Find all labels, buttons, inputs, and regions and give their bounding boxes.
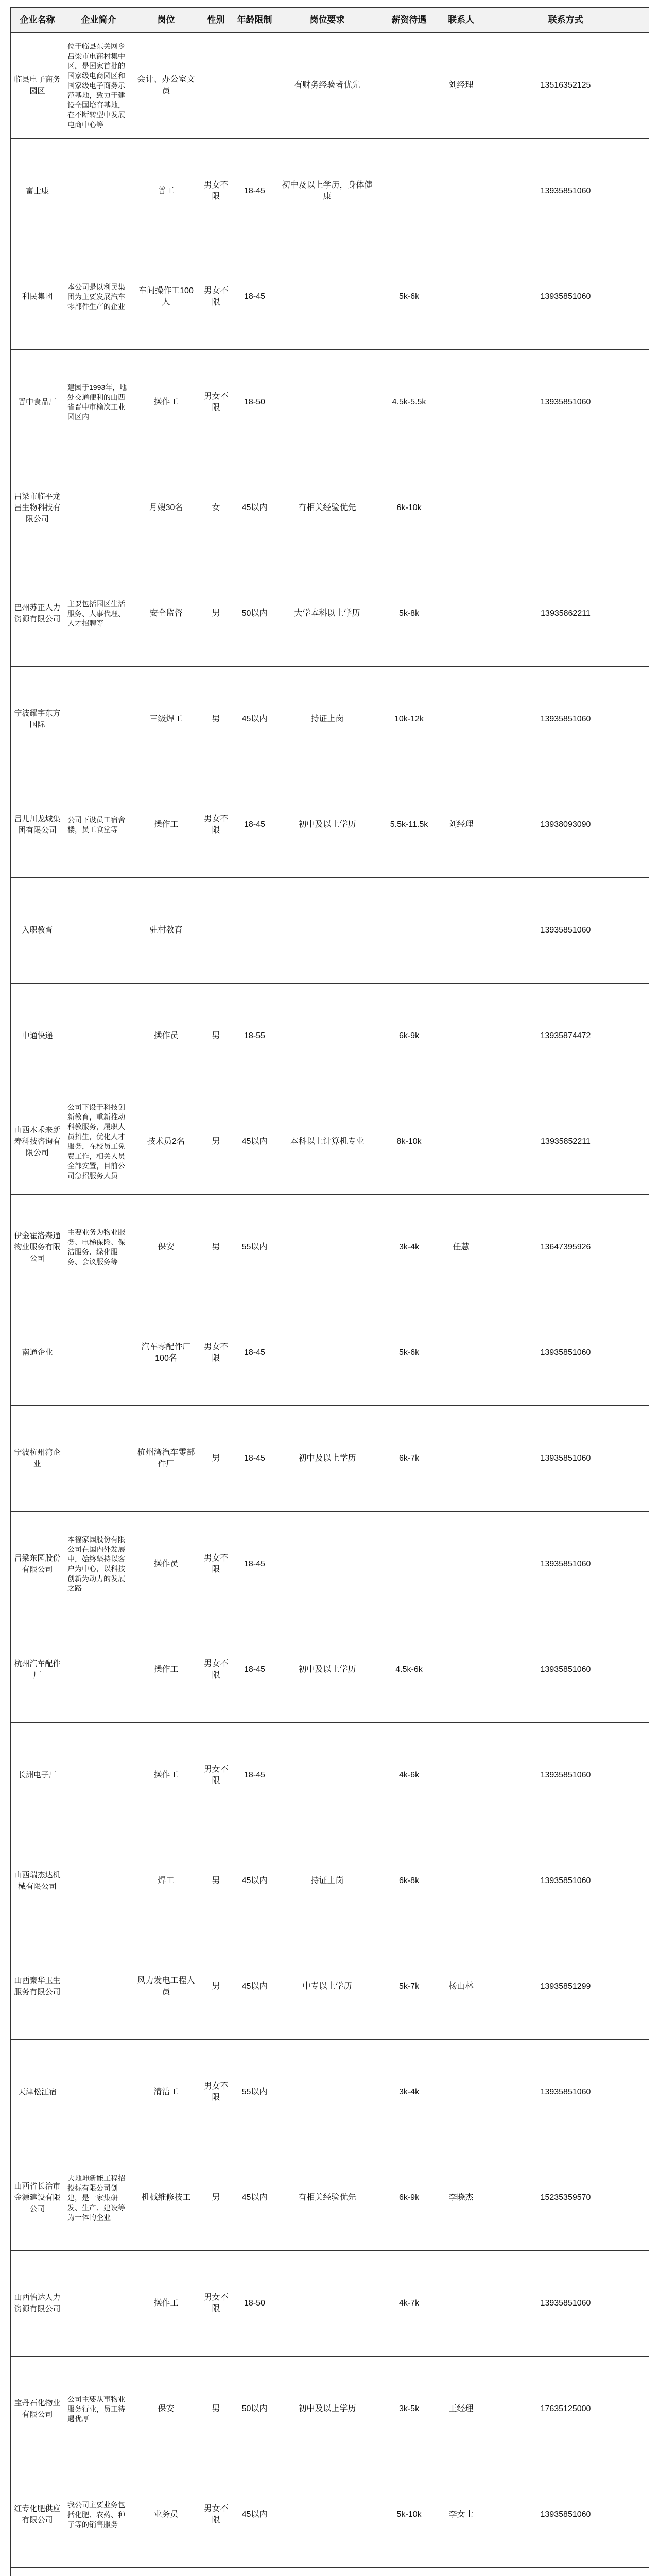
contact-cell xyxy=(440,984,482,1089)
intro-cell: 我公司主要业务包括化肥、农药、种子等的销售服务 xyxy=(64,2462,133,2568)
gender-cell: 男女不限 xyxy=(199,1723,233,1828)
requirement-cell xyxy=(276,2462,378,2568)
requirement-cell: 有相关经验优先 xyxy=(276,455,378,561)
salary-cell xyxy=(378,1512,440,1617)
salary-cell xyxy=(378,878,440,984)
table-body xyxy=(11,33,649,2576)
header-requirement: 岗位要求 xyxy=(276,8,378,33)
job-cell: 驻村教育 xyxy=(133,878,199,984)
header-age: 年龄限制 xyxy=(233,8,276,33)
phone-cell: 13935851060 xyxy=(482,1300,649,1406)
age-cell: 45以内 xyxy=(233,455,276,561)
gender-cell: 男女不限 xyxy=(199,2040,233,2145)
salary-cell: 6k-9k xyxy=(378,2145,440,2251)
table-row xyxy=(11,2357,649,2462)
company-cell: 山西省长治市金源建设有限公司 xyxy=(11,2145,64,2251)
gender-cell: 男女不限 xyxy=(199,772,233,878)
requirement-cell xyxy=(276,2040,378,2145)
phone-cell: 13647395926 xyxy=(482,1195,649,1300)
age-cell: 18-50 xyxy=(233,350,276,455)
phone-cell: 13935851060 xyxy=(482,244,649,350)
salary-cell: 3k-4k xyxy=(378,1195,440,1300)
table-row xyxy=(11,455,649,561)
salary-cell: 3k-5k xyxy=(378,2357,440,2462)
job-cell: 业务员 xyxy=(133,2462,199,2568)
contact-cell: 任慧 xyxy=(440,1195,482,1300)
requirement-cell xyxy=(276,2251,378,2357)
phone-cell: 13935852211 xyxy=(482,1089,649,1195)
salary-cell xyxy=(378,2568,440,2576)
gender-cell xyxy=(199,878,233,984)
phone-cell xyxy=(482,2568,649,2576)
company-cell: 天津松江宿 xyxy=(11,2040,64,2145)
gender-cell xyxy=(199,33,233,139)
intro-cell: 大地坤新能工程招投标有限公司创建，是一家集研发、生产、建设等为一体的企业 xyxy=(64,2145,133,2251)
phone-cell: 13516352125 xyxy=(482,33,649,139)
contact-cell xyxy=(440,667,482,772)
requirement-cell: 中专以上学历 xyxy=(276,1934,378,2040)
table-row xyxy=(11,772,649,878)
age-cell: 18-45 xyxy=(233,244,276,350)
company-cell: 山西木禾来新寿科技咨询有限公司 xyxy=(11,1089,64,1195)
contact-cell xyxy=(440,244,482,350)
table-row xyxy=(11,984,649,1089)
header-phone: 联系方式 xyxy=(482,8,649,33)
job-cell: 月嫂30名 xyxy=(133,455,199,561)
intro-cell: 公司下设员工宿舍楼，员工食堂等 xyxy=(64,772,133,878)
age-cell: 50以内 xyxy=(233,561,276,667)
salary-cell: 10k-12k xyxy=(378,667,440,772)
company-cell: 南通企业 xyxy=(11,1300,64,1406)
salary-cell: 5k-10k xyxy=(378,2462,440,2568)
table-row xyxy=(11,2251,649,2357)
phone-cell: 13935851060 xyxy=(482,2040,649,2145)
salary-cell: 5k-6k xyxy=(378,244,440,350)
salary-cell xyxy=(378,33,440,139)
company-cell: 宁波耀宇东方国际 xyxy=(11,667,64,772)
job-cell: 操作员 xyxy=(133,1512,199,1617)
phone-cell: 17635125000 xyxy=(482,2357,649,2462)
header-salary: 薪资待遇 xyxy=(378,8,440,33)
job-cell: 风力发电工程人员 xyxy=(133,1934,199,2040)
contact-cell xyxy=(440,2568,482,2576)
gender-cell: 男 xyxy=(199,1089,233,1195)
intro-cell: 本福家园股份有限公司在国内外发展中，始终坚持以客户为中心，以科技创新为动力的发展之路 xyxy=(64,1512,133,1617)
gender-cell: 男女不限 xyxy=(199,350,233,455)
table-row xyxy=(11,2040,649,2145)
phone-cell xyxy=(482,455,649,561)
job-cell: 清洁工 xyxy=(133,2040,199,2145)
age-cell xyxy=(233,878,276,984)
phone-cell: 13935851060 xyxy=(482,2251,649,2357)
company-cell: 吕儿川龙城集团有限公司 xyxy=(11,772,64,878)
intro-cell xyxy=(64,667,133,772)
table-row xyxy=(11,33,649,139)
contact-cell xyxy=(440,139,482,244)
job-cell: 操作工 xyxy=(133,1617,199,1723)
job-cell: 操作工 xyxy=(133,1723,199,1828)
intro-cell xyxy=(64,1934,133,2040)
gender-cell: 男 xyxy=(199,561,233,667)
age-cell: 55以内 xyxy=(233,1195,276,1300)
age-cell: 18-45 xyxy=(233,1300,276,1406)
requirement-cell xyxy=(276,1512,378,1617)
phone-cell: 13935851060 xyxy=(482,350,649,455)
gender-cell: 男 xyxy=(199,1195,233,1300)
salary-cell xyxy=(378,139,440,244)
gender-cell: 男 xyxy=(199,984,233,1089)
requirement-cell xyxy=(276,984,378,1089)
company-cell xyxy=(11,2568,64,2576)
requirement-cell: 初中及以上学历 xyxy=(276,2357,378,2462)
age-cell: 45以内 xyxy=(233,2462,276,2568)
age-cell: 18-45 xyxy=(233,139,276,244)
table-row xyxy=(11,2145,649,2251)
company-cell: 长洲电子厂 xyxy=(11,1723,64,1828)
table-row xyxy=(11,1300,649,1406)
contact-cell xyxy=(440,1617,482,1723)
requirement-cell xyxy=(276,1195,378,1300)
job-cell: 车间操作工100人 xyxy=(133,244,199,350)
contact-cell xyxy=(440,455,482,561)
company-cell: 利民集团 xyxy=(11,244,64,350)
intro-cell xyxy=(64,2568,133,2576)
gender-cell: 男女不限 xyxy=(199,2462,233,2568)
phone-cell: 13938093090 xyxy=(482,772,649,878)
salary-cell: 4.5k-5.5k xyxy=(378,350,440,455)
gender-cell: 男女不限 xyxy=(199,1512,233,1617)
contact-cell: 刘经理 xyxy=(440,772,482,878)
intro-cell: 位于临县东关网乡吕梁市电商村集中区，是国家首批的国家级电商园区和国家级电子商务示范基地，致力于建设全国培育基地，在不断转型中发展电商中心等 xyxy=(64,33,133,139)
contact-cell: 李女士 xyxy=(440,2462,482,2568)
company-cell: 红专化肥供应有限公司 xyxy=(11,2462,64,2568)
age-cell: 18-55 xyxy=(233,984,276,1089)
requirement-cell xyxy=(276,878,378,984)
requirement-cell: 初中及以上学历，身体健康 xyxy=(276,139,378,244)
salary-cell: 5k-6k xyxy=(378,1300,440,1406)
age-cell: 18-45 xyxy=(233,1406,276,1512)
gender-cell: 男 xyxy=(199,667,233,772)
age-cell: 55以内 xyxy=(233,2040,276,2145)
header-contact: 联系人 xyxy=(440,8,482,33)
requirement-cell: 初中及以上学历 xyxy=(276,772,378,878)
gender-cell: 男女不限 xyxy=(199,2251,233,2357)
contact-cell: 杨山林 xyxy=(440,1934,482,2040)
table-row xyxy=(11,1723,649,1828)
intro-cell xyxy=(64,1828,133,1934)
salary-cell: 5.5k-11.5k xyxy=(378,772,440,878)
company-cell: 宝丹石化物业有限公司 xyxy=(11,2357,64,2462)
requirement-cell: 持证上岗 xyxy=(276,1828,378,1934)
company-cell: 山西怡达人力资源有限公司 xyxy=(11,2251,64,2357)
contact-cell: 王经理 xyxy=(440,2357,482,2462)
table-row xyxy=(11,2462,649,2568)
gender-cell: 男 xyxy=(199,2145,233,2251)
contact-cell xyxy=(440,1828,482,1934)
intro-cell xyxy=(64,1617,133,1723)
salary-cell: 4k-7k xyxy=(378,2251,440,2357)
age-cell xyxy=(233,33,276,139)
age-cell xyxy=(233,2568,276,2576)
intro-cell: 公司主要从事物业服务行业，员工待遇优厚 xyxy=(64,2357,133,2462)
company-cell: 巴州苏正人力资源有限公司 xyxy=(11,561,64,667)
age-cell: 18-50 xyxy=(233,2251,276,2357)
intro-cell xyxy=(64,1723,133,1828)
requirement-cell: 本科以上计算机专业 xyxy=(276,1089,378,1195)
table-row xyxy=(11,244,649,350)
header-job: 岗位 xyxy=(133,8,199,33)
job-cell: 汽车零配件厂100名 xyxy=(133,1300,199,1406)
contact-cell xyxy=(440,2040,482,2145)
job-cell: 保安 xyxy=(133,2357,199,2462)
company-cell: 吕梁市临平龙昌生物科技有限公司 xyxy=(11,455,64,561)
intro-cell xyxy=(64,139,133,244)
intro-cell xyxy=(64,2040,133,2145)
salary-cell: 8k-10k xyxy=(378,1089,440,1195)
job-cell: 会计、办公室文员 xyxy=(133,33,199,139)
salary-cell: 6k-9k xyxy=(378,984,440,1089)
intro-cell xyxy=(64,878,133,984)
table-row xyxy=(11,139,649,244)
header-company: 企业名称 xyxy=(11,8,64,33)
contact-cell xyxy=(440,2251,482,2357)
age-cell: 45以内 xyxy=(233,1828,276,1934)
contact-cell xyxy=(440,878,482,984)
gender-cell: 男 xyxy=(199,1934,233,2040)
table-row xyxy=(11,350,649,455)
job-cell: 普工 xyxy=(133,139,199,244)
job-cell xyxy=(133,2568,199,2576)
company-cell: 富士康 xyxy=(11,139,64,244)
gender-cell: 女 xyxy=(199,455,233,561)
job-cell: 机械维修技工 xyxy=(133,2145,199,2251)
phone-cell: 13935851060 xyxy=(482,878,649,984)
contact-cell xyxy=(440,350,482,455)
contact-cell xyxy=(440,1512,482,1617)
company-cell: 山西瑞杰达机械有限公司 xyxy=(11,1828,64,1934)
intro-cell xyxy=(64,984,133,1089)
contact-cell xyxy=(440,1300,482,1406)
table-row xyxy=(11,561,649,667)
intro-cell: 本公司是以利民集团为主要发展汽车零部件生产的企业 xyxy=(64,244,133,350)
company-cell: 山西秦华卫生服务有限公司 xyxy=(11,1934,64,2040)
phone-cell: 13935851060 xyxy=(482,1617,649,1723)
salary-cell: 4.5k-6k xyxy=(378,1617,440,1723)
age-cell: 45以内 xyxy=(233,1089,276,1195)
salary-cell: 6k-10k xyxy=(378,455,440,561)
requirement-cell: 有相关经验优先 xyxy=(276,2145,378,2251)
gender-cell: 男 xyxy=(199,1406,233,1512)
table-header-row xyxy=(11,8,649,33)
age-cell: 18-45 xyxy=(233,1512,276,1617)
gender-cell: 男女不限 xyxy=(199,139,233,244)
age-cell: 18-45 xyxy=(233,772,276,878)
job-cell: 安全监督 xyxy=(133,561,199,667)
company-cell: 中通快递 xyxy=(11,984,64,1089)
age-cell: 45以内 xyxy=(233,1934,276,2040)
job-cell: 技术员2名 xyxy=(133,1089,199,1195)
gender-cell: 男女不限 xyxy=(199,1300,233,1406)
table-row xyxy=(11,667,649,772)
intro-cell xyxy=(64,455,133,561)
table-row xyxy=(11,878,649,984)
intro-cell: 主要业务为物业服务、电梯保险、保洁服务、绿化服务、会议服务等 xyxy=(64,1195,133,1300)
phone-cell: 13935851060 xyxy=(482,1723,649,1828)
age-cell: 50以内 xyxy=(233,2357,276,2462)
company-cell: 伊金霍洛森通物业服务有限公司 xyxy=(11,1195,64,1300)
phone-cell: 13935851299 xyxy=(482,1934,649,2040)
contact-cell xyxy=(440,1089,482,1195)
table-row xyxy=(11,1617,649,1723)
contact-cell xyxy=(440,1406,482,1512)
gender-cell: 男女不限 xyxy=(199,244,233,350)
job-cell: 操作工 xyxy=(133,772,199,878)
age-cell: 45以内 xyxy=(233,667,276,772)
job-cell: 三级焊工 xyxy=(133,667,199,772)
phone-cell: 15235359570 xyxy=(482,2145,649,2251)
requirement-cell xyxy=(276,2568,378,2576)
intro-cell: 公司下设于科技创新教育，重新推动科教服务，履职人员招生，优化人才服务，在校员工免费工作，相关人员全部安置，目前公司急招服务人员 xyxy=(64,1089,133,1195)
job-table xyxy=(10,7,649,2576)
requirement-cell xyxy=(276,1300,378,1406)
phone-cell: 13935851060 xyxy=(482,139,649,244)
requirement-cell xyxy=(276,350,378,455)
gender-cell: 男 xyxy=(199,2357,233,2462)
requirement-cell: 持证上岗 xyxy=(276,667,378,772)
age-cell: 45以内 xyxy=(233,2145,276,2251)
company-cell: 入职教育 xyxy=(11,878,64,984)
salary-cell: 5k-7k xyxy=(378,1934,440,2040)
company-cell: 临县电子商务园区 xyxy=(11,33,64,139)
table-row xyxy=(11,2568,649,2576)
requirement-cell xyxy=(276,244,378,350)
phone-cell: 13935851060 xyxy=(482,1828,649,1934)
job-cell: 保安 xyxy=(133,1195,199,1300)
contact-cell xyxy=(440,1723,482,1828)
requirement-cell: 有财务经验者优先 xyxy=(276,33,378,139)
table-row xyxy=(11,1406,649,1512)
gender-cell xyxy=(199,2568,233,2576)
salary-cell: 5k-8k xyxy=(378,561,440,667)
job-cell: 焊工 xyxy=(133,1828,199,1934)
phone-cell: 13935874472 xyxy=(482,984,649,1089)
intro-cell: 建园于1993年，地处交通便利的山西省晋中市榆次工业园区内 xyxy=(64,350,133,455)
phone-cell: 13935851060 xyxy=(482,1512,649,1617)
table-row xyxy=(11,1512,649,1617)
contact-cell: 刘经理 xyxy=(440,33,482,139)
intro-cell xyxy=(64,2251,133,2357)
company-cell: 宁波杭州湾企业 xyxy=(11,1406,64,1512)
contact-cell: 李晓杰 xyxy=(440,2145,482,2251)
intro-cell xyxy=(64,1406,133,1512)
header-intro: 企业简介 xyxy=(64,8,133,33)
salary-cell: 4k-6k xyxy=(378,1723,440,1828)
salary-cell: 6k-8k xyxy=(378,1828,440,1934)
requirement-cell: 初中及以上学历 xyxy=(276,1617,378,1723)
job-cell: 操作工 xyxy=(133,350,199,455)
salary-cell: 6k-7k xyxy=(378,1406,440,1512)
requirement-cell: 大学本科以上学历 xyxy=(276,561,378,667)
table-row xyxy=(11,1828,649,1934)
intro-cell xyxy=(64,1300,133,1406)
age-cell: 18-45 xyxy=(233,1617,276,1723)
header-gender: 性别 xyxy=(199,8,233,33)
age-cell: 18-45 xyxy=(233,1723,276,1828)
phone-cell: 13935851060 xyxy=(482,1406,649,1512)
requirement-cell: 初中及以上学历 xyxy=(276,1406,378,1512)
phone-cell: 13935851060 xyxy=(482,2462,649,2568)
job-cell: 杭州湾汽车零部件厂 xyxy=(133,1406,199,1512)
company-cell: 杭州汽车配件厂 xyxy=(11,1617,64,1723)
salary-cell: 3k-4k xyxy=(378,2040,440,2145)
job-cell: 操作员 xyxy=(133,984,199,1089)
job-cell: 操作工 xyxy=(133,2251,199,2357)
gender-cell: 男 xyxy=(199,1828,233,1934)
table-row xyxy=(11,1089,649,1195)
gender-cell: 男女不限 xyxy=(199,1617,233,1723)
company-cell: 吕梁东园股份有限公司 xyxy=(11,1512,64,1617)
phone-cell: 13935862211 xyxy=(482,561,649,667)
contact-cell xyxy=(440,561,482,667)
phone-cell: 13935851060 xyxy=(482,667,649,772)
intro-cell: 主要包括园区生活服务、人事代理、人才招聘等 xyxy=(64,561,133,667)
requirement-cell xyxy=(276,1723,378,1828)
table-row xyxy=(11,1934,649,2040)
company-cell: 晋中食品厂 xyxy=(11,350,64,455)
table-row xyxy=(11,1195,649,1300)
